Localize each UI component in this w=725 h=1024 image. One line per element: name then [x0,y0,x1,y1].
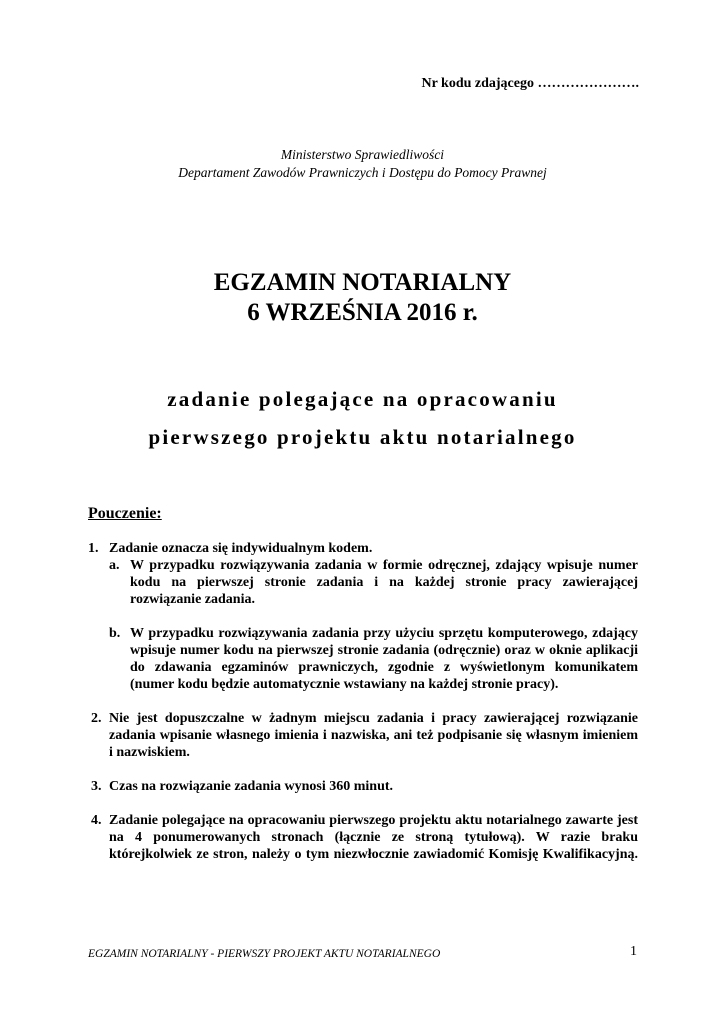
page-number: 1 [630,944,637,959]
instruction-item-3 [0,778,725,795]
candidate-code-label: Nr kodu zdającego …………………. [421,76,639,91]
subitem-text: W przypadku rozwiązywania zadania w formie odręcznej, zdający wpisuje numer kodu na pierwszej stronie zadania i na każdej stronie pracy zawierającej rozwiązanie zadania. [130,558,638,607]
subitem-letter: b. [109,626,121,641]
instruction-item-2 [0,710,725,761]
task-subtitle-line1: zadanie polegające na opracowaniu [167,387,558,411]
exam-date: 6 WRZEŚNIA 2016 r. [247,299,478,326]
instruction-item-4 [0,812,725,863]
ministry-name: Ministerstwo Sprawiedliwości [280,147,445,162]
ministry-block [0,146,725,182]
task-subtitle [0,380,725,456]
instruction-text: Zadanie polegające na opracowaniu pierwszego projektu aktu notarialnego zawarte jest na 4 ponumerowanych stronach (łącznie ze stroną tytułową). W razie braku którejkolwiek ze stron, należy o tym niezwłocznie zawiadomić Komisję Kwalifikacyjną. [109,813,638,862]
instruction-number: 4. [91,813,102,828]
task-subtitle-line2: pierwszego projektu aktu notarialnego [148,425,577,449]
footer-text: EGZAMIN NOTARIALNY - PIERWSZY PROJEKT AKTU NOTARIALNEGO [88,948,441,960]
instruction-number: 3. [91,779,102,794]
subitem-text: W przypadku rozwiązywania zadania przy użyciu sprzętu komputerowego, zdający wpisuje numer kodu na pierwszej stronie zadania (odręcznie) oraz w oknie aplikacji do zdawania egzaminów prawniczych, zgodnie z wyświetlonym komunikatem (numer kodu będzie automatycznie wstawiany na każdej stronie pracy). [130,626,638,692]
instructions-heading: Pouczenie: [88,505,162,522]
instruction-text: Zadanie oznacza się indywidualnym kodem. [109,541,373,556]
instructions-list [0,540,725,863]
instruction-text: Nie jest dopuszczalne w żadnym miejscu zadania i pracy zawierającej rozwiązanie zadania wpisanie własnego imienia i nazwiska, ani też podpisanie się własnym imieniem i nazwiskiem. [109,711,638,760]
instruction-subitem-a [0,557,725,608]
instruction-item-1 [0,540,725,557]
exam-title-line1: EGZAMIN NOTARIALNY [213,269,512,296]
subitem-letter: a. [109,558,120,573]
instruction-text: Czas na rozwiązanie zadania wynosi 360 minut. [109,779,394,794]
department-name: Departament Zawodów Prawniczych i Dostępu do Pomocy Prawnej [178,165,547,180]
instruction-number: 1. [88,541,99,556]
exam-title [0,268,725,328]
instruction-number: 2. [91,711,102,726]
instruction-subitem-b [0,625,725,693]
